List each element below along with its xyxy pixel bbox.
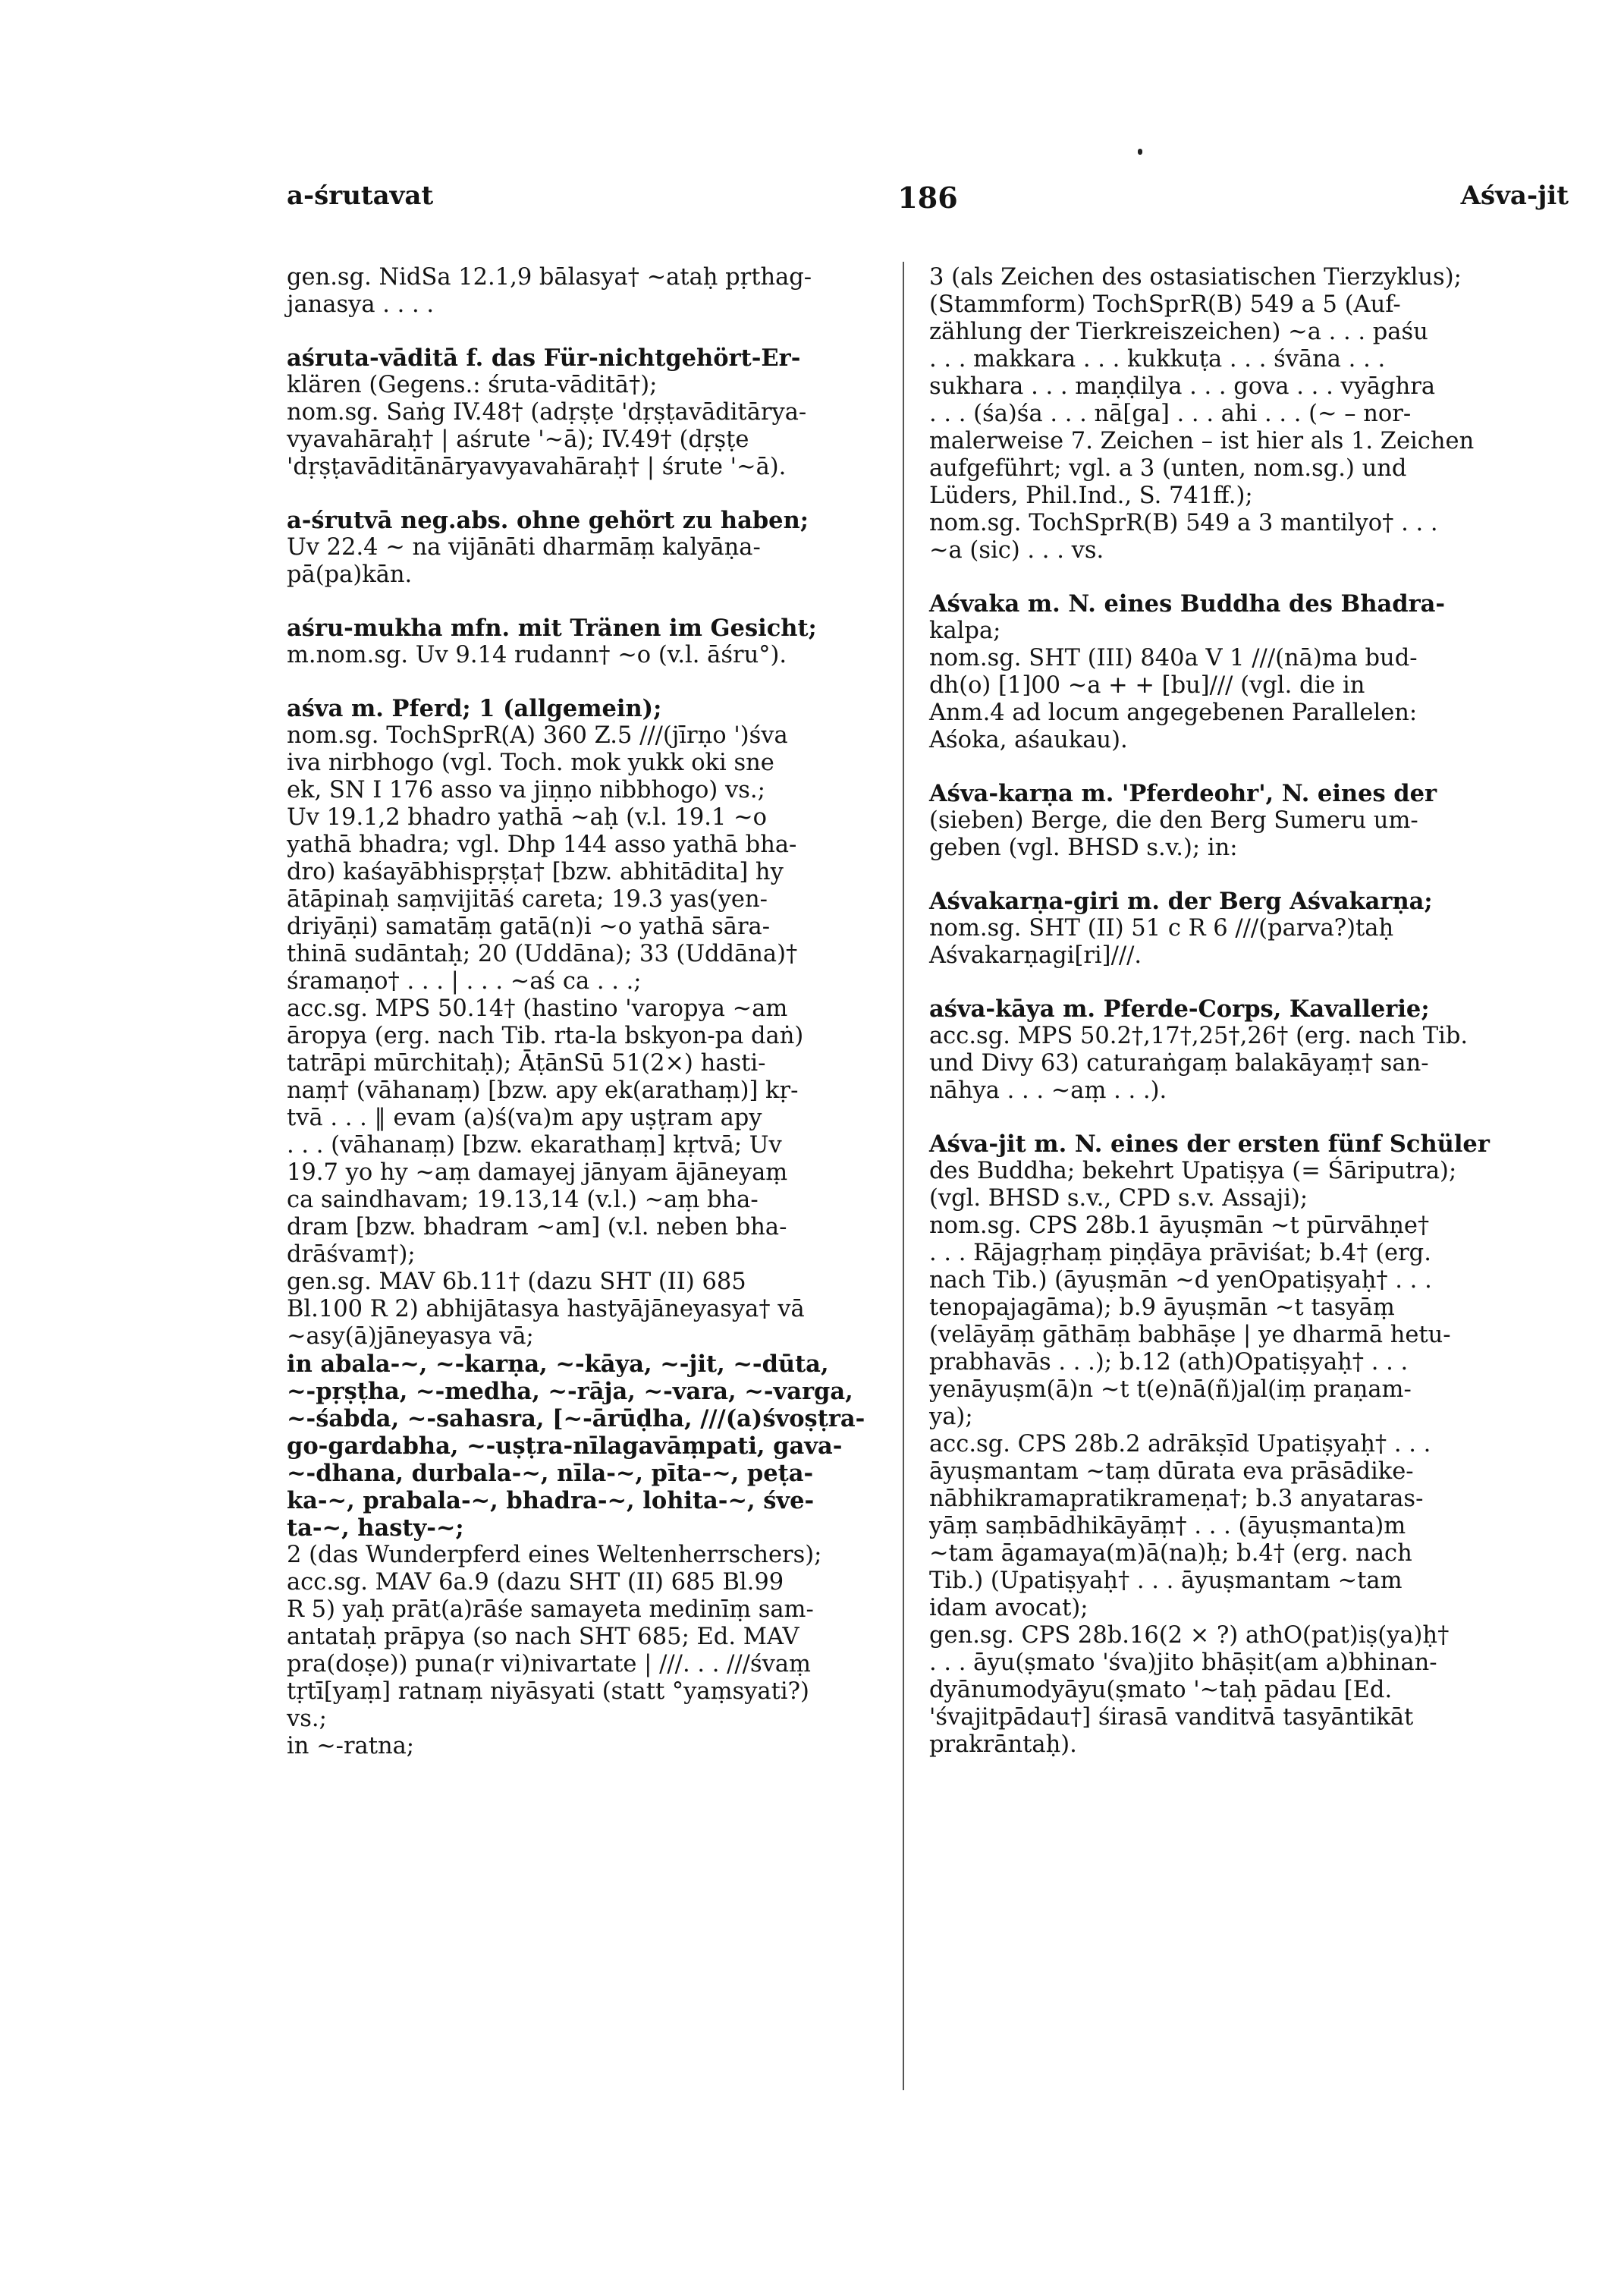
entry-text-line: āyuṣmantam ~taṃ dūrata eva prāsādike- (929, 1458, 1414, 1485)
entry-text-line: gen.sg. CPS 28b.16(2 × ?) athO(pat)iṣ(ya)ḥ† (929, 1622, 1450, 1649)
entry-text-line: (vgl. BHSD s.v., CPD s.v. Assaji); (929, 1185, 1308, 1212)
headword-line: Aśvaka m. N. eines Buddha des Bhadra- (929, 590, 1446, 618)
entry-text-line: des Buddha; bekehrt Upatiṣya (= Śāriputra); (929, 1158, 1457, 1184)
entry-gap (929, 970, 1559, 995)
entry-text-line: aufgeführt; vgl. a 3 (unten, nom.sg.) und (929, 455, 1407, 482)
entry-text-line: in ~-ratna; (287, 1733, 415, 1759)
left-column (287, 264, 886, 1760)
headword-line: ~-pṛṣṭha, ~-medha, ~-rāja, ~-vara, ~-varga, (287, 1378, 853, 1405)
entry-text-line: acc.sg. MAV 6a.9 (dazu SHT (II) 685 Bl.99 (287, 1569, 784, 1596)
page-speck (1138, 149, 1142, 155)
entry-text-line: prabhavās . . .); b.12 (ath)Opatiṣyaḥ† . . . (929, 1349, 1409, 1376)
entry-text-line: nach Tib.) (āyuṣmān ~d yenOpatiṣyaḥ† . . . (929, 1267, 1432, 1294)
entry-text-line: acc.sg. MPS 50.14† (hastino 'varopya ~am (287, 995, 788, 1022)
entry-text-line: Uv 19.1,2 bhadro yathā ~aḥ (v.l. 19.1 ~o (287, 804, 767, 831)
entry-gap (929, 754, 1559, 780)
entry-text-line: 'śvajitpādau†] śirasā vanditvā tasyāntikāt (929, 1704, 1414, 1731)
entry-text-line: yenāyuṣm(ā)n ~t t(e)nā(ñ)jal(iṃ praṇam- (929, 1376, 1412, 1403)
running-header (287, 181, 1569, 226)
entry-text-line: nābhikramapratikrameṇa†; b.3 anyataras- (929, 1486, 1424, 1512)
headword-line: a-śrutvā neg.abs. ohne gehört zu haben; (287, 507, 809, 534)
entry-text-line: Anm.4 ad locum angegebenen Parallelen: (929, 700, 1418, 726)
entry-gap (287, 669, 886, 695)
headword-line: Aśva-karṇa m. 'Pferdeohr', N. eines der (929, 780, 1437, 807)
entry-text-line: . . . Rājagṛhaṃ piṇḍāya prāviśat; b.4† (erg. (929, 1240, 1431, 1266)
entry-text-line: 19.7 yo hy ~aṃ damayej jānyam ājāneyaṃ (287, 1159, 788, 1186)
entry-text-line: tenopajagāma); b.9 āyuṣmān ~t tasyāṃ (929, 1294, 1395, 1321)
entry-text-line: malerweise 7. Zeichen – ist hier als 1. Zeichen (929, 428, 1475, 454)
entry-text-line: Tib.) (Upatiṣyaḥ† . . . āyuṣmantam ~tam (929, 1567, 1403, 1594)
entry-text-line: ~a (sic) . . . vs. (929, 537, 1104, 564)
entry-text-line: tvā . . . ‖ evam (a)ś(va)m apy uṣṭram apy (287, 1105, 762, 1131)
entry-text-line: Uv 22.4 ~ na vijānāti dharmāṃ kalyāṇa- (287, 534, 761, 561)
entry-text-line: gen.sg. NidSa 12.1,9 bālasya† ~ataḥ pṛthag- (287, 264, 812, 291)
entry-text-line: tatrāpi mūrchitaḥ); ĀṭānSū 51(2×) hasti- (287, 1050, 766, 1077)
entry-gap (929, 564, 1559, 590)
entry-gap (287, 319, 886, 344)
entry-text-line: dram [bzw. bhadram ~am] (v.l. neben bha- (287, 1214, 787, 1240)
headword-line: ~-śabda, ~-sahasra, [~-ārūḍha, ///(a)śvoṣṭra- (287, 1405, 865, 1432)
entry-text-line: nāhya . . . ~aṃ . . .). (929, 1077, 1167, 1104)
entry-text-line: ca saindhavam; 19.13,14 (v.l.) ~aṃ bha- (287, 1187, 759, 1213)
entry-text-line: und Divy 63) caturaṅgaṃ balakāyaṃ† san- (929, 1050, 1429, 1077)
entry-text-line: dro) kaśayābhispṛṣṭa† [bzw. abhitādita] hy (287, 859, 784, 885)
entry-text-line: dyānumodyāyu(ṣmato '~taḥ pādau [Ed. (929, 1677, 1393, 1703)
entry-text-line: . . . (śa)śa . . . nā[ga] . . . ahi . . . (~ – nor- (929, 401, 1412, 427)
headword-line: go-gardabha, ~-uṣṭra-nīlagavāṃpati, gava- (287, 1432, 843, 1460)
entry-text-line: nom.sg. Saṅg IV.48† (adṛṣṭe 'dṛṣṭavāditārya- (287, 399, 807, 426)
entry-text-line: antataḥ prāpya (so nach SHT 685; Ed. MAV (287, 1624, 799, 1650)
entry-text-line: zählung der Tierkreiszeichen) ~a . . . paśu (929, 319, 1428, 345)
entry-text-line: yathā bhadra; vgl. Dhp 144 asso yathā bha- (287, 832, 797, 858)
entry-text-line: iva nirbhogo (vgl. Toch. mok yukk oki sne (287, 750, 774, 776)
entry-text-line: . . . (vāhanaṃ) [bzw. ekarathaṃ] kṛtvā; Uv (287, 1132, 782, 1159)
entry-text-line: śramaṇo† . . . | . . . ~aś ca . . .; (287, 968, 642, 995)
entry-text-line: janasya . . . . (287, 291, 435, 318)
headword-line: ~-dhana, durbala-~, nīla-~, pīta-~, peṭa- (287, 1460, 814, 1487)
entry-text-line: yāṃ saṃbādhikāyāṃ† . . . (āyuṣmanta)m (929, 1513, 1406, 1539)
entry-text-line: nom.sg. CPS 28b.1 āyuṣmān ~t pūrvāhṇe† (929, 1212, 1430, 1239)
headword-line: aśva-kāya m. Pferde-Corps, Kavallerie; (929, 995, 1430, 1023)
entry-text-line: pra(doṣe)) puna(r vi)nivartate | ///. . . ///śvaṃ (287, 1651, 811, 1677)
headword-line: Aśva-jit m. N. eines der ersten fünf Schüler (929, 1130, 1490, 1158)
entry-text-line: 3 (als Zeichen des ostasiatischen Tierzyklus); (929, 264, 1462, 291)
entry-text-line: drāśvam†); (287, 1241, 416, 1268)
entry-text-line: prakrāntaḥ). (929, 1731, 1077, 1758)
entry-text-line: R 5) yaḥ prāt(a)rāśe samayeta medinīṃ sam- (287, 1596, 814, 1623)
entry-text-line: āropya (erg. nach Tib. rta-la bskyon-pa daṅ) (287, 1023, 804, 1049)
entry-text-line: gen.sg. MAV 6b.11† (dazu SHT (II) 685 (287, 1269, 746, 1295)
entry-text-line: ya); (929, 1404, 973, 1430)
entry-text-line: ek, SN I 176 asso va jiṇṇo nibbhogo) vs.; (287, 777, 765, 803)
entry-text-line: pā(pa)kān. (287, 561, 413, 588)
entry-text-line: naṃ† (vāhanaṃ) [bzw. apy ek(arathaṃ)] kṛ- (287, 1077, 799, 1104)
entry-text-line: ~asy(ā)jāneyasya vā; (287, 1323, 534, 1350)
header-left-catchword: a-śrutavat (287, 181, 434, 211)
column-divider (903, 262, 904, 2090)
entry-text-line: . . . makkara . . . kukkuṭa . . . śvāna . . . (929, 346, 1386, 373)
entry-gap (929, 862, 1559, 888)
header-right-catchword: Aśva-jit (1460, 181, 1569, 211)
entry-text-line: kalpa; (929, 618, 1001, 644)
entry-text-line: sukhara . . . maṇḍilya . . . gova . . . vyāghra (929, 373, 1436, 400)
entry-text-line: Aśvakarṇagi[ri]///. (929, 942, 1142, 969)
headword-line: Aśvakarṇa-giri m. der Berg Aśvakarṇa; (929, 888, 1433, 915)
entry-text-line: 2 (das Wunderpferd eines Weltenherrschers); (287, 1542, 822, 1568)
entry-gap (287, 589, 886, 615)
entry-text-line: . . . āyu(ṣmato 'śva)jito bhāṣit(am a)bhinan- (929, 1649, 1437, 1676)
headword-line: in abala-~, ~-karṇa, ~-kāya, ~-jit, ~-dūta, (287, 1350, 829, 1378)
entry-text-line: (Stammform) TochSprR(B) 549 a 5 (Auf- (929, 291, 1401, 318)
right-column (929, 264, 1559, 1759)
headword-line: ta-~, hasty-~; (287, 1514, 464, 1542)
headword-line: aśru-mukha mfn. mit Tränen im Gesicht; (287, 615, 817, 642)
entry-text-line: dh(o) [1]00 ~a + + [bu]/// (vgl. die in (929, 672, 1365, 699)
entry-text-line: acc.sg. CPS 28b.2 adrākṣīd Upatiṣyaḥ† . . . (929, 1431, 1431, 1457)
entry-text-line: tṛtī[yaṃ] ratnaṃ niyāsyati (statt °yaṃsyati?) (287, 1678, 809, 1705)
entry-text-line: 'dṛṣṭavāditānāryavyavahāraḥ† | śrute '~ā). (287, 454, 787, 480)
entry-text-line: ~tam āgamaya(m)ā(na)ḥ; b.4† (erg. nach (929, 1540, 1412, 1567)
entry-gap (929, 1105, 1559, 1130)
entry-text-line: nom.sg. TochSprR(A) 360 Z.5 ///(jīrṇo ')śva (287, 722, 788, 749)
entry-text-line: Lüders, Phil.Ind., S. 741ff.); (929, 483, 1253, 509)
entry-text-line: ātāpinaḥ saṃvijitāś careta; 19.3 yas(yen- (287, 886, 768, 913)
entry-text-line: klären (Gegens.: śruta-vāditā†); (287, 372, 658, 398)
entry-text-line: (velāyāṃ gāthāṃ babhāṣe | ye dharmā hetu- (929, 1322, 1451, 1348)
entry-text-line: (sieben) Berge, die den Berg Sumeru um- (929, 807, 1418, 834)
entry-text-line: thinā sudāntaḥ; 20 (Uddāna); 33 (Uddāna)† (287, 941, 798, 967)
entry-text-line: nom.sg. SHT (III) 840a V 1 ///(nā)ma bud- (929, 645, 1418, 671)
entry-text-line: m.nom.sg. Uv 9.14 rudann† ~o (v.l. āśru°). (287, 642, 787, 668)
entry-text-line: Aśoka, aśaukau). (929, 727, 1128, 753)
entry-text-line: vs.; (287, 1706, 327, 1732)
entry-text-line: acc.sg. MPS 50.2†,17†,25†,26† (erg. nach Tib. (929, 1023, 1469, 1049)
entry-text-line: nom.sg. TochSprR(B) 549 a 3 mantilyo† . . . (929, 510, 1438, 536)
entry-text-line: driyāṇi) samatāṃ gatā(n)i ~o yathā sāra- (287, 913, 771, 940)
headword-line: ka-~, prabala-~, bhadra-~, lohita-~, śve- (287, 1487, 815, 1514)
headword-line: aśva m. Pferd; 1 (allgemein); (287, 695, 662, 722)
entry-text-line: Bl.100 R 2) abhijātasya hastyājāneyasya† vā (287, 1296, 805, 1322)
entry-text-line: nom.sg. SHT (II) 51 c R 6 ///(parva?)taḥ (929, 915, 1394, 942)
entry-gap (287, 481, 886, 507)
headword-line: aśruta-vāditā f. das Für-nichtgehört-Er- (287, 344, 801, 372)
entry-text-line: idam avocat); (929, 1595, 1088, 1621)
entry-text-line: geben (vgl. BHSD s.v.); in: (929, 835, 1238, 861)
page-number: 186 (897, 181, 958, 215)
entry-text-line: vyavahāraḥ† | aśrute '~ā); IV.49† (dṛṣṭe (287, 426, 749, 453)
